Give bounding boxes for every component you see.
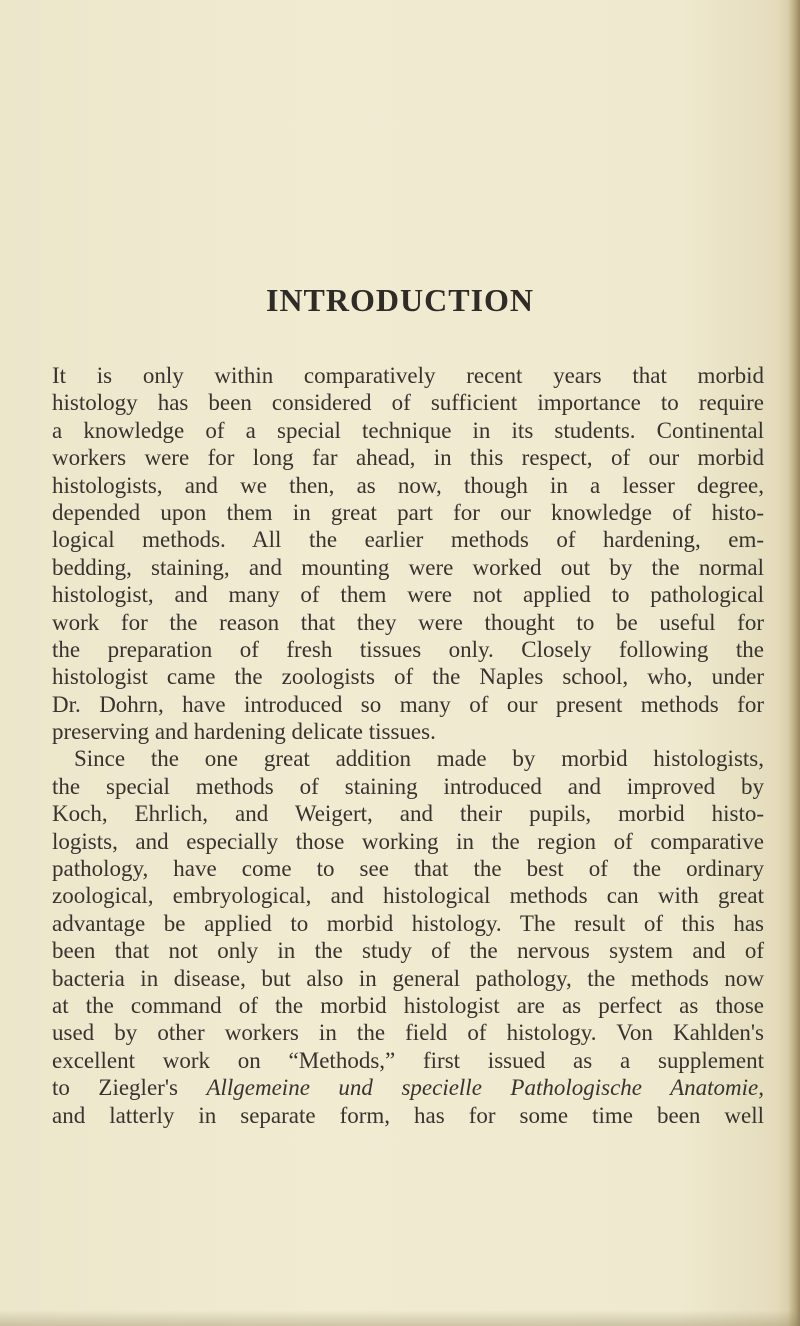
italic-title: Allgemeine und specielle Pathologische Anatomie,	[206, 1075, 765, 1101]
text-line: logists, and especially those working in the region of comparative	[52, 828, 764, 854]
text-line: and latterly in separate form, has for some time been well	[52, 1102, 764, 1128]
text-line: excellent work on “Methods,” first issued as a supplement	[52, 1047, 764, 1073]
text-line: been that not only in the study of the nervous system and of	[52, 938, 764, 964]
text-fragment: to Ziegler's	[52, 1075, 178, 1101]
text-line: histology has been considered of sufficient importance to require	[52, 390, 764, 416]
text-line: It is only within comparatively recent years that morbid	[52, 363, 764, 388]
page-edge	[788, 0, 800, 1326]
text-line: histologists, and we then, as now, though in a lesser degree,	[52, 472, 764, 498]
text-line: Dr. Dohrn, have introduced so many of our present methods for	[52, 691, 764, 717]
text-line: advantage be applied to morbid histology. The result of this has	[52, 910, 764, 936]
text-line: depended upon them in great part for our knowledge of histo-	[52, 499, 764, 525]
text-line: Koch, Ehrlich, and Weigert, and their pupils, morbid histo-	[52, 801, 764, 827]
text-line: work for the reason that they were thought to be useful for	[52, 609, 764, 635]
page-bottom-shadow	[0, 1310, 800, 1326]
text-line-mixed	[52, 1074, 764, 1101]
text-line: workers were for long far ahead, in this respect, of our morbid	[52, 445, 764, 471]
text-line: used by other workers in the field of histology. Von Kahlden's	[52, 1020, 764, 1046]
text-line: Since the one great addition made by morbid histologists,	[74, 746, 764, 772]
text-line: zoological, embryological, and histological methods can with great	[52, 883, 764, 909]
text-line: bedding, staining, and mounting were worked out by the normal	[52, 554, 764, 580]
text-line: preserving and hardening delicate tissues.	[52, 719, 436, 745]
text-line: histologist came the zoologists of the Naples school, who, under	[52, 664, 764, 690]
text-line: logical methods. All the earlier methods of hardening, em-	[52, 527, 764, 553]
text-line: the preparation of fresh tissues only. Closely following the	[52, 636, 764, 662]
chapter-heading: INTRODUCTION	[265, 282, 535, 318]
text-line: bacteria in disease, but also in general pathology, the methods now	[52, 965, 764, 991]
text-line: a knowledge of a special technique in its students. Continental	[52, 417, 764, 443]
text-line: at the command of the morbid histologist are as perfect as those	[52, 992, 764, 1018]
body-text	[52, 362, 764, 1129]
text-line: histologist, and many of them were not applied to pathological	[52, 582, 764, 608]
text-line: the special methods of staining introduced and improved by	[52, 773, 764, 799]
text-line: pathology, have come to see that the best of the ordinary	[52, 856, 764, 882]
